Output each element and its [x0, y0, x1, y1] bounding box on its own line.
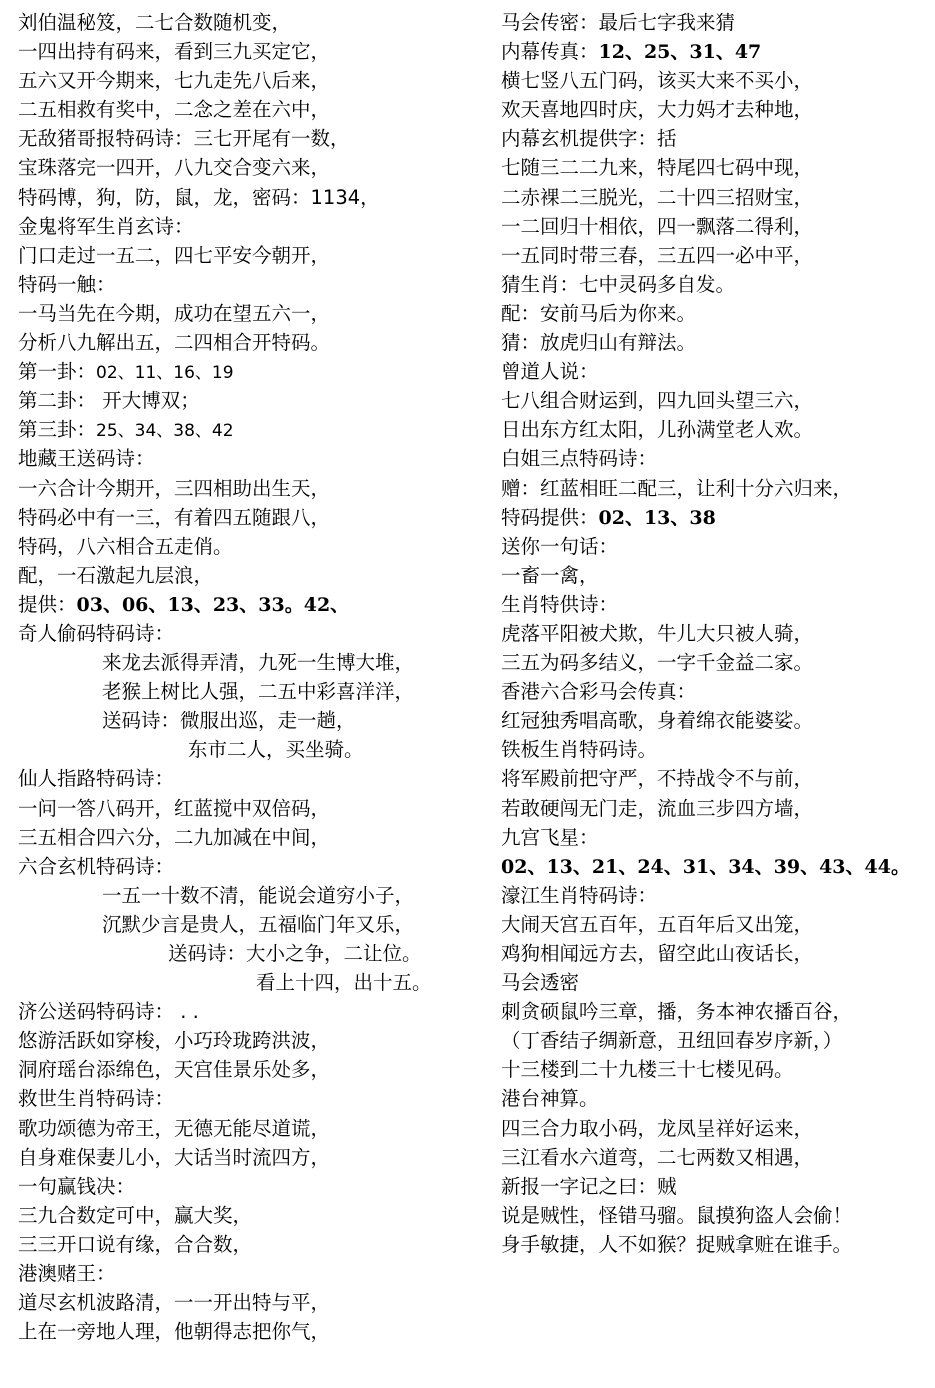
- text-line: 大闹天宫五百年，五百年后又出笼，: [501, 912, 814, 936]
- text-line: 第二卦： 开大博双；: [18, 389, 200, 413]
- line-label: 内幕传真：: [501, 40, 599, 64]
- text-line: 香港六合彩马会传真：: [501, 680, 697, 704]
- text-line: 刘伯温秘笈，二七合数随机变，: [18, 11, 292, 34]
- text-line: 港澳赌王：: [18, 1262, 116, 1286]
- text-line: 特码博，狗，防，鼠，龙，密码：1134，: [18, 185, 380, 209]
- text-line: 洞府瑶台添绵色，天宫佳景乐处多，: [18, 1058, 331, 1082]
- text-line: 赠：红蓝相旺二配三，让利十分六归来，: [501, 476, 853, 500]
- text-line: [18, 357, 488, 386]
- text-line: 看上十四，出十五。: [256, 971, 432, 995]
- text-line: 一五同时带三春，三五四一必中平，: [501, 243, 814, 267]
- text-line: 地藏王送码诗：: [18, 447, 155, 471]
- text-line: [18, 590, 488, 619]
- text-line: 一四出持有码来，看到三九买定它，: [18, 40, 331, 64]
- text-line: 沉默少言是贵人，五福临门年又乐，: [102, 912, 415, 936]
- text-line: 虎落平阳被犬欺，牛儿大只被人骑，: [501, 621, 814, 645]
- text-line: 宝珠落完一四开，八九交合变六来，: [18, 156, 331, 180]
- text-line: 歌功颂德为帝王，无德无能尽道谎，: [18, 1116, 331, 1140]
- text-line: （丁香结子绸新意，丑纽回春岁序新，）: [501, 1029, 843, 1053]
- text-line: 分析八九解出五，二四相合开特码。: [18, 331, 331, 355]
- text-line: 送码诗：微服出巡，走一趟，: [102, 709, 356, 733]
- text-line: 欢天喜地四时庆，大力妈才去种地，: [501, 98, 814, 122]
- text-line: 门口走过一五二，四七平安今朝开，: [18, 243, 331, 267]
- right-column: [501, 8, 931, 1259]
- text-line: 四三合力取小码，龙凤呈祥好运来，: [501, 1116, 814, 1140]
- line-label: 第一卦：: [18, 360, 97, 384]
- text-line: 刺贪硕鼠吟三章，播，务本神农播百谷，: [501, 1000, 853, 1024]
- line-label: 第三卦：: [18, 418, 97, 442]
- text-line: 若敢硬闯无门走，流血三步四方墙，: [501, 796, 814, 820]
- number-list: 12、25、31、47: [598, 41, 762, 64]
- text-line: 特码，八六相合五走俏。: [18, 534, 233, 558]
- text-line: 身手敏捷，人不如猴？捉贼拿赃在谁手。: [501, 1232, 853, 1256]
- text-line: 红冠独秀唱高歌，身着绵衣能婆娑。: [501, 709, 814, 733]
- text-line: 三江看水六道弯，二七两数又相遇，: [501, 1145, 814, 1169]
- text-line: 东市二人，买坐骑。: [188, 738, 364, 762]
- text-line: 曾道人说：: [501, 360, 599, 384]
- text-line: 十三楼到二十九楼三十七楼见码。: [501, 1058, 794, 1082]
- number-list: 02、11、16、19: [96, 363, 234, 384]
- text-line: 上在一旁地人理，他朝得志把你气，: [18, 1320, 331, 1344]
- text-line: 港台神算。: [501, 1087, 599, 1111]
- text-line: [18, 415, 488, 444]
- text-line: 猜生肖：七中灵码多自发。: [501, 272, 736, 296]
- text-line: 一畜一禽，: [501, 563, 599, 587]
- text-line: 一二回归十相依，四一飘落二得利，: [501, 214, 814, 238]
- text-line: 生肖特供诗：: [501, 592, 619, 616]
- text-line: 五六又开今期来，七九走先八后来，: [18, 69, 331, 93]
- text-line: [501, 37, 931, 66]
- text-line: 三三开口说有缘，合合数，: [18, 1232, 253, 1256]
- text-line: 三五为码多结义，一字千金益二家。: [501, 651, 814, 675]
- text-line: 特码一触：: [18, 272, 116, 296]
- text-line: 一句赢钱决：: [18, 1174, 136, 1198]
- text-line: 铁板生肖特码诗。: [501, 738, 658, 762]
- text-line: 无敌猪哥报特码诗：三七开尾有一数，: [18, 127, 350, 151]
- text-line: [501, 852, 931, 881]
- text-line: 鸡狗相闻远方去，留空此山夜话长，: [501, 942, 814, 965]
- text-line: 道尽玄机波路清，一一开出特与平，: [18, 1291, 331, 1315]
- text-line: 济公送码特码诗： . .: [18, 1000, 199, 1024]
- text-line: 七八组合财运到，四九回头望三六，: [501, 389, 814, 413]
- text-line: 内幕玄机提供字：括: [501, 127, 677, 151]
- text-line: 九宫飞星：: [501, 825, 599, 849]
- number-list: 25、34、38、42: [96, 421, 234, 442]
- text-line: 仙人指路特码诗：: [18, 767, 175, 791]
- text-line: 一马当先在今期，成功在望五六一，: [18, 301, 331, 325]
- text-line: 三九合数定可中，赢大奖，: [18, 1203, 253, 1227]
- text-line: 送码诗：大小之争，二让位。: [168, 942, 422, 965]
- text-line: 配：安前马后为你来。: [501, 301, 697, 325]
- text-line: 救世生肖特码诗：: [18, 1087, 175, 1111]
- text-line: 濠江生肖特码诗：: [501, 883, 658, 907]
- number-list: 03、06、13、23、33。42、: [76, 593, 350, 616]
- text-line: 送你一句话：: [501, 534, 619, 558]
- text-line: 日出东方红太阳，儿孙满堂老人欢。: [501, 418, 814, 442]
- text-line: [501, 503, 931, 532]
- left-column: [18, 8, 488, 1346]
- text-line: 自身难保妻儿小，大话当时流四方，: [18, 1145, 331, 1169]
- text-line: 老猴上树比人强，二五中彩喜洋洋，: [102, 680, 415, 704]
- text-line: 悠游活跃如穿梭，小巧玲珑跨洪波，: [18, 1029, 331, 1053]
- text-line: 马会传密：最后七字我来猜: [501, 11, 736, 34]
- text-line: 马会透密: [501, 971, 580, 995]
- number-list: 02、13、38: [598, 506, 716, 529]
- text-line: 新报一字记之曰：贼: [501, 1174, 677, 1198]
- text-line: 一问一答八码开，红蓝搅中双倍码，: [18, 796, 331, 820]
- text-line: 横七竖八五门码，该买大来不买小，: [501, 69, 814, 93]
- text-line: 说是贼性，怪错马骝。鼠摸狗盗人会偷！: [501, 1203, 853, 1227]
- text-line: 特码必中有一三，有着四五随跟八，: [18, 505, 331, 529]
- text-line: 一五一十数不清，能说会道穷小子，: [102, 883, 415, 907]
- text-line: 六合玄机特码诗：: [18, 854, 175, 878]
- text-line: 二赤裸二三脱光，二十四三招财宝，: [501, 185, 814, 209]
- text-line: 三五相合四六分，二九加减在中间，: [18, 825, 331, 849]
- text-line: 白姐三点特码诗：: [501, 447, 658, 471]
- text-line: 配，一石激起九层浪，: [18, 563, 214, 587]
- text-line: 二五相救有奖中，二念之差在六中，: [18, 98, 331, 122]
- line-label: 提供：: [18, 592, 77, 616]
- text-line: 将军殿前把守严，不持战令不与前，: [501, 767, 814, 791]
- text-line: 奇人偷码特码诗：: [18, 621, 175, 645]
- text-line: 七随三二二九来，特尾四七码中现，: [501, 156, 814, 180]
- text-line: 猜：放虎归山有辩法。: [501, 331, 697, 355]
- text-line: 来龙去派得弄清，九死一生博大堆，: [102, 651, 415, 675]
- number-list: 02、13、21、24、31、34、39、43、44。: [501, 855, 910, 878]
- text-line: 金鬼将军生肖玄诗：: [18, 214, 194, 238]
- line-label: 特码提供：: [501, 505, 599, 529]
- text-line: 一六合计今期开，三四相助出生天，: [18, 476, 331, 500]
